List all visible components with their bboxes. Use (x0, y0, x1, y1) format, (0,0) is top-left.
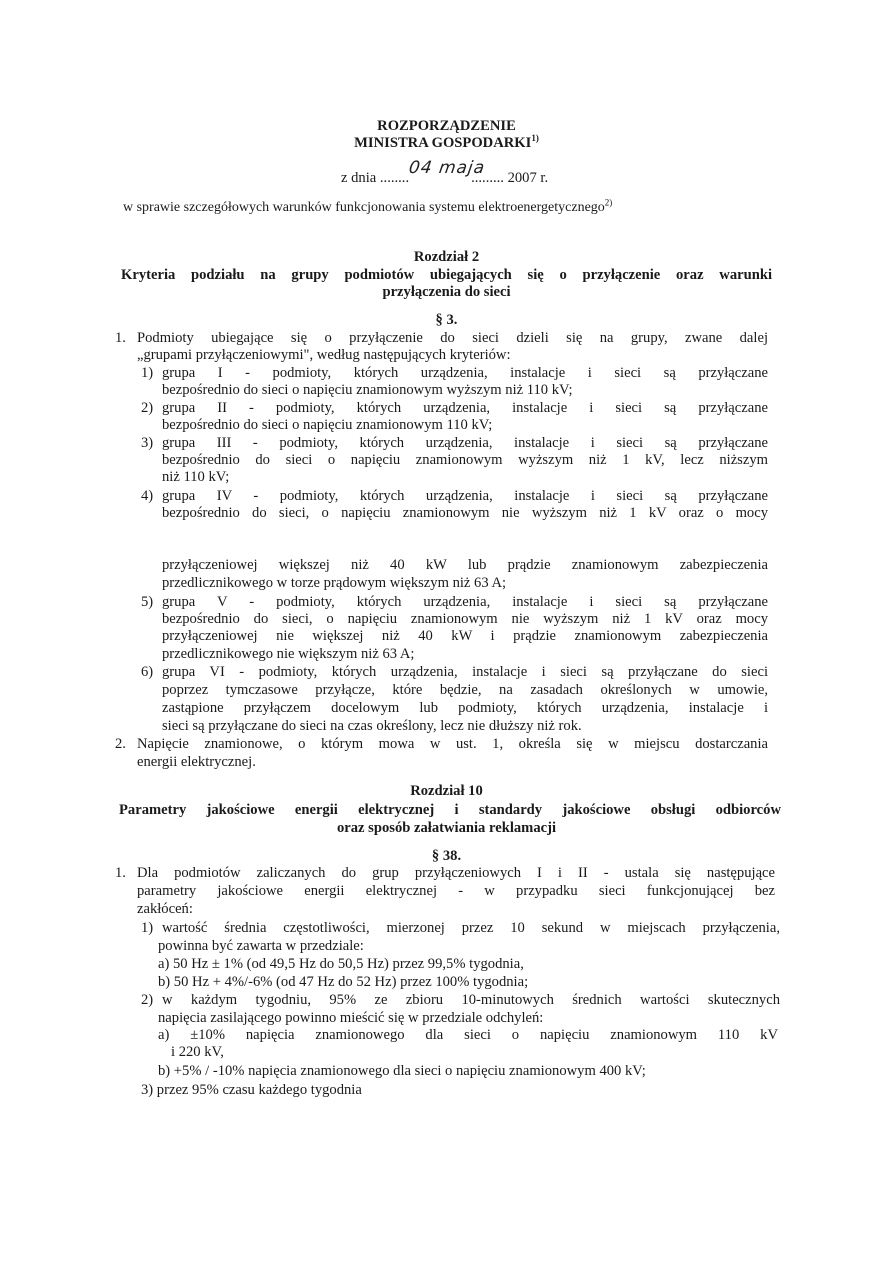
text-line: grupa IV - podmioty, których urządzenia, instalacje i sieci są przyłączane (162, 488, 768, 504)
text-line: „grupami przyłączeniowymi", według następujących kryteriów: (137, 347, 511, 363)
chapter-title: Parametry jakościowe energii elektrycznej i standardy jakościowe obsługi odbiorców (119, 802, 781, 818)
text-line: Podmioty ubiegające się o przyłączenie do sieci dzieli się na grupy, zwane dalej (137, 330, 768, 346)
text-line: b) +5% / -10% napięcia znamionowego dla sieci o napięciu znamionowym 400 kV; (158, 1063, 646, 1079)
text-line: Napięcie znamionowe, o którym mowa w ust. 1, określa się w miejscu dostarczania (137, 736, 768, 752)
item-number: 1. (115, 865, 126, 881)
text-line: zakłóceń: (137, 901, 193, 917)
item-number: 1) (141, 920, 154, 936)
date-suffix: 2007 r. (503, 170, 549, 186)
text-line: zastąpione przyłączem docelowym lub podmioty, których urządzenia, instalacje i (162, 700, 768, 716)
paragraph-number: § 38. (431, 848, 462, 864)
chapter-heading: Rozdział 10 (410, 783, 483, 799)
text-line: bezpośrednio do sieci, o napięciu znamionowym nie wyższym niż 1 kV oraz o mocy (162, 505, 768, 521)
item-number: 2. (115, 736, 126, 752)
item-number: 3) (141, 435, 154, 451)
text-line: bezpośrednio do sieci o napięciu znamionowym wyższym niż 110 kV; (162, 382, 573, 398)
doc-issuer (0, 135, 893, 152)
text-line: sieci są przyłączane do sieci na czas określony, lecz nie dłuższy niż rok. (162, 718, 582, 734)
text-line: a) ±10% napięcia znamionowego dla sieci o napięciu znamionowym 110 kV (158, 1027, 778, 1043)
text-line-cut: 3) przez 95% czasu każdego tygodnia (141, 1082, 362, 1098)
text-line: Dla podmiotów zaliczanych do grup przyłączeniowych I i II - ustala się następujące (137, 865, 775, 881)
item-number: 1) (141, 365, 154, 381)
text-line: poprzez tymczasowe przyłącze, które będzie, na zasadach określonych w umowie, (162, 682, 768, 698)
text-line: energii elektrycznej. (137, 754, 256, 770)
chapter-title: Kryteria podziału na grupy podmiotów ubiegających się o przyłączenie oraz warunki (121, 267, 772, 283)
item-number: 2) (141, 400, 154, 416)
text-line: i 220 kV, (171, 1044, 224, 1060)
text-line: bezpośrednio do sieci o napięciu znamionowym wyższym niż 1 kV, lecz niższym (162, 452, 768, 468)
text-line: parametry jakościowe energii elektrycznej - w przypadku sieci funkcjonującej bez (137, 883, 775, 899)
text-line: a) 50 Hz ± 1% (od 49,5 Hz do 50,5 Hz) przez 99,5% tygodnia, (158, 956, 524, 972)
text-line: bezpośrednio do sieci o napięciu znamionowym 110 kV; (162, 417, 493, 433)
subject-text: w sprawie szczegółowych warunków funkcjonowania systemu elektroenergetycznego (123, 200, 605, 215)
date-dots: ......... (471, 170, 504, 186)
date-prefix: z dnia (341, 170, 380, 186)
item-number: 1. (115, 330, 126, 346)
text-line: bezpośrednio do sieci, o napięciu znamionowym nie wyższym niż 1 kV oraz mocy (162, 611, 768, 627)
footnote-ref: 1) (531, 133, 539, 144)
text-line: przyłączeniowej nie większej niż 40 kW i prądzie znamionowym zabezpieczenia (162, 628, 768, 644)
text-line: niż 110 kV; (162, 469, 230, 485)
text-line: w każdym tygodniu, 95% ze zbioru 10-minutowych średnich wartości skutecznych (162, 992, 780, 1008)
issuer-text: MINISTRA GOSPODARKI (354, 135, 532, 151)
chapter-title: przyłączenia do sieci (382, 284, 511, 300)
date-dots: ........ (379, 170, 410, 186)
paragraph-number: § 3. (435, 312, 458, 328)
handwritten-date: 04 maja (407, 158, 487, 178)
text-line: przedlicznikowego nie większym niż 63 A; (162, 646, 415, 662)
item-number: 4) (141, 488, 154, 504)
text-line: powinna być zawarta w przedziale: (158, 938, 364, 954)
footnote-ref: 2) (604, 197, 613, 208)
chapter-heading: Rozdział 2 (413, 249, 480, 265)
text-line: przyłączeniowej większej niż 40 kW lub prądzie znamionowym zabezpieczenia (162, 557, 768, 573)
text-line: grupa V - podmioty, których urządzenia, instalacje i sieci są przyłączane (162, 594, 768, 610)
doc-title: ROZPORZĄDZENIE (377, 118, 516, 134)
item-number: 5) (141, 594, 154, 610)
item-number: 6) (141, 664, 154, 680)
text-line: przedlicznikowego w torze prądowym większym niż 63 A; (162, 575, 507, 591)
text-line: wartość średnia częstotliwości, mierzonej przez 10 sekund w miejscach przyłączenia, (162, 920, 780, 936)
text-line: napięcia zasilającego powinno mieścić się w przedziale odchyleń: (158, 1010, 544, 1026)
doc-subject (123, 199, 612, 216)
text-line: grupa I - podmioty, których urządzenia, instalacje i sieci są przyłączane (162, 365, 768, 381)
text-line: grupa III - podmioty, których urządzenia, instalacje i sieci są przyłączane (162, 435, 768, 451)
text-line: grupa II - podmioty, których urządzenia, instalacje i sieci są przyłączane (162, 400, 768, 416)
text-line: grupa VI - podmioty, których urządzenia, instalacje i sieci są przyłączane do sieci (162, 664, 768, 680)
text-line: b) 50 Hz + 4%/-6% (od 47 Hz do 52 Hz) przez 100% tygodnia; (158, 974, 529, 990)
item-number: 2) (141, 992, 154, 1008)
chapter-title: oraz sposób załatwiania reklamacji (336, 820, 557, 836)
